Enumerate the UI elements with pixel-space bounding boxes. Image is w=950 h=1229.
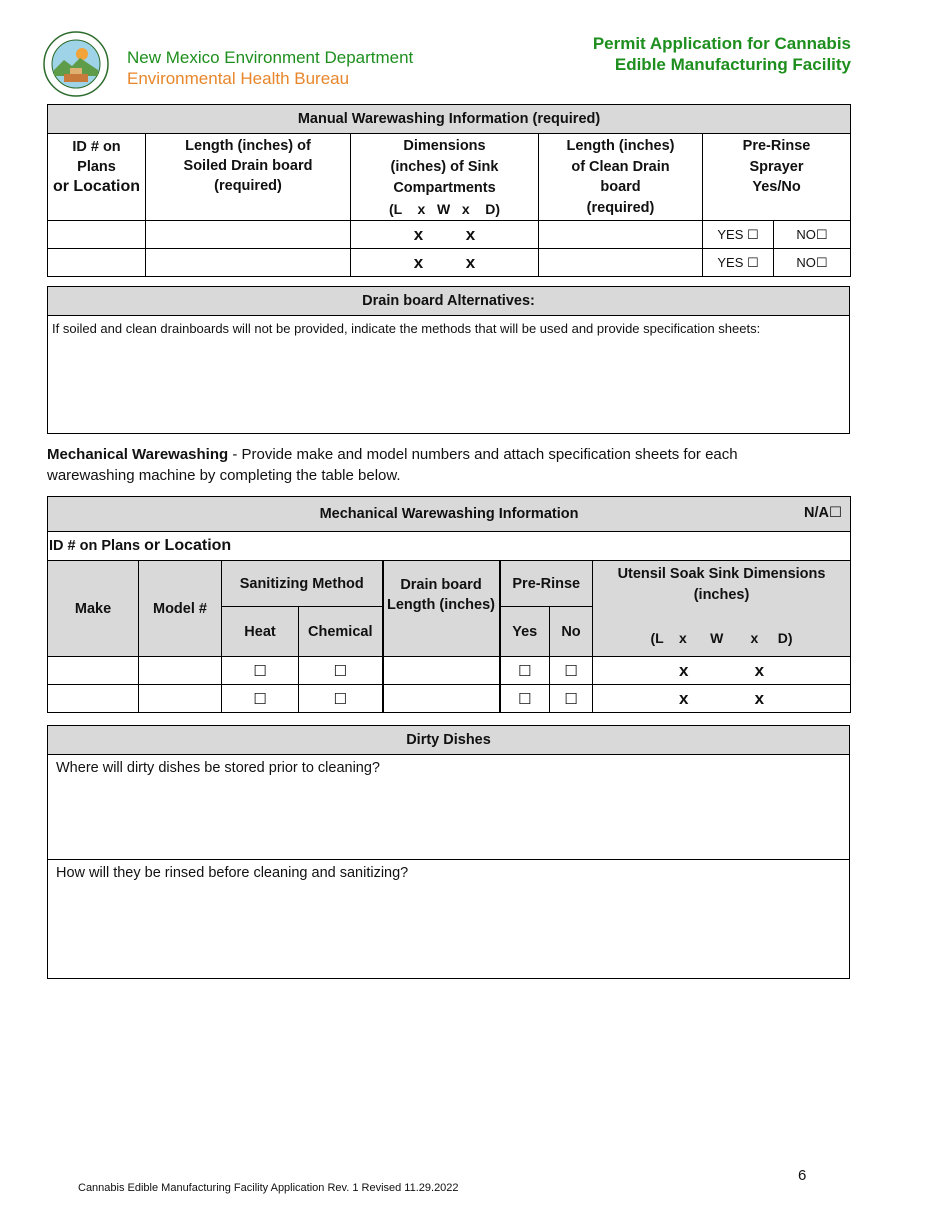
prerinse-yes-checkbox[interactable]: YES ☐ [703,249,774,277]
prerinse-no-checkbox[interactable]: NO☐ [774,249,851,277]
model-cell[interactable] [139,657,222,685]
mechanical-warewashing-table [47,496,851,713]
col-prerinse-header: Pre-Rinse Sprayer Yes/No [703,134,851,221]
mechanical-intro [47,444,867,486]
form-title-line2: Edible Manufacturing Facility [614,55,851,74]
drain-length-cell[interactable] [383,657,500,685]
dirty-dishes-title: Dirty Dishes [48,726,850,755]
model-cell[interactable] [139,685,222,713]
form-title-line1: Permit Application for Cannabis [592,34,851,53]
soiled-drain-cell[interactable] [146,221,351,249]
prerinse-yes-checkbox[interactable]: ☐ [500,657,550,685]
mech-id-label-b: or Location [144,537,232,554]
drainboard-alternatives-table [47,286,850,434]
table-row [48,657,851,685]
dirty-storage-answer[interactable] [48,755,850,860]
nmed-logo [42,30,110,98]
bureau-name: Environmental Health Bureau [127,69,350,88]
prerinse-no-checkbox[interactable]: ☐ [550,685,593,713]
dirty-rinse-answer[interactable] [48,860,850,979]
heat-checkbox[interactable]: ☐ [222,685,299,713]
dirty-storage-question: Where will dirty dishes be stored prior to cleaning? [56,760,380,776]
make-cell[interactable] [48,685,139,713]
col-soiled-drain-header: Length (inches) of Soiled Drain board (required) [146,134,351,221]
mech-id-label-a: ID # on Plans [49,538,145,554]
drainboard-answer-area[interactable] [48,316,850,434]
table-row [48,249,851,277]
chemical-header: Chemical [299,607,383,657]
dimensions-cell[interactable]: x x [351,249,539,277]
dirty-rinse-question: How will they be rinsed before cleaning and sanitizing? [56,865,409,881]
col-dimensions-header: Dimensions (inches) of Sink Compartments (L x W x D) [351,134,539,221]
model-header: Model # [139,561,222,657]
drainboard-prompt: If soiled and clean drainboards will not be provided, indicate the methods that will be used and provide specification sheets: [52,321,761,336]
mech-id-row[interactable] [48,532,851,561]
table-row [48,221,851,249]
mechanical-intro-line2: warewashing machine by completing the table below. [47,467,401,484]
mech-na-checkbox[interactable]: N/A☐ [804,505,843,521]
prerinse-yes-checkbox[interactable]: ☐ [500,685,550,713]
mech-table-title: Mechanical Warewashing Information [319,506,579,522]
dirty-dishes-table [47,725,850,979]
mechanical-intro-text: - Provide make and model numbers and attach specification sheets for each [228,446,738,463]
make-header: Make [48,561,139,657]
id-cell[interactable] [48,221,146,249]
make-cell[interactable] [48,657,139,685]
prerinse-no-checkbox[interactable]: ☐ [550,657,593,685]
page-number: 6 [798,1167,807,1184]
mechanical-intro-bold: Mechanical Warewashing [47,446,229,463]
yes-header: Yes [500,607,550,657]
mech-table-title-row [48,497,851,532]
soiled-drain-cell[interactable] [146,249,351,277]
manual-table-title: Manual Warewashing Information (required) [48,105,851,134]
drainboard-title: Drain board Alternatives: [48,287,850,316]
manual-warewashing-table [47,104,851,277]
col-id-header: ID # on Plans or Location [48,134,146,221]
dimensions-cell[interactable]: x x [351,221,539,249]
sanitizing-header: Sanitizing Method [222,561,383,607]
soak-sink-header: Utensil Soak Sink Dimensions (inches) (L x W x D) [593,561,851,657]
drain-length-cell[interactable] [383,685,500,713]
table-row [48,685,851,713]
clean-drain-cell[interactable] [539,221,703,249]
soak-dims-cell[interactable]: x x [593,685,851,713]
prerinse-no-checkbox[interactable]: NO☐ [774,221,851,249]
prerinse-yes-checkbox[interactable]: YES ☐ [703,221,774,249]
mech-prerinse-header: Pre-Rinse [500,561,593,607]
soak-dims-cell[interactable]: x x [593,657,851,685]
drain-length-header: Drain board Length (inches) [383,561,500,657]
clean-drain-cell[interactable] [539,249,703,277]
id-cell[interactable] [48,249,146,277]
chemical-checkbox[interactable]: ☐ [299,685,383,713]
dept-name: New Mexico Environment Department [127,48,414,67]
heat-header: Heat [222,607,299,657]
col-clean-drain-header: Length (inches) of Clean Drain board (required) [539,134,703,221]
footer-note: Cannabis Edible Manufacturing Facility Application Rev. 1 Revised 11.29.2022 [78,1182,459,1194]
no-header: No [550,607,593,657]
heat-checkbox[interactable]: ☐ [222,657,299,685]
chemical-checkbox[interactable]: ☐ [299,657,383,685]
